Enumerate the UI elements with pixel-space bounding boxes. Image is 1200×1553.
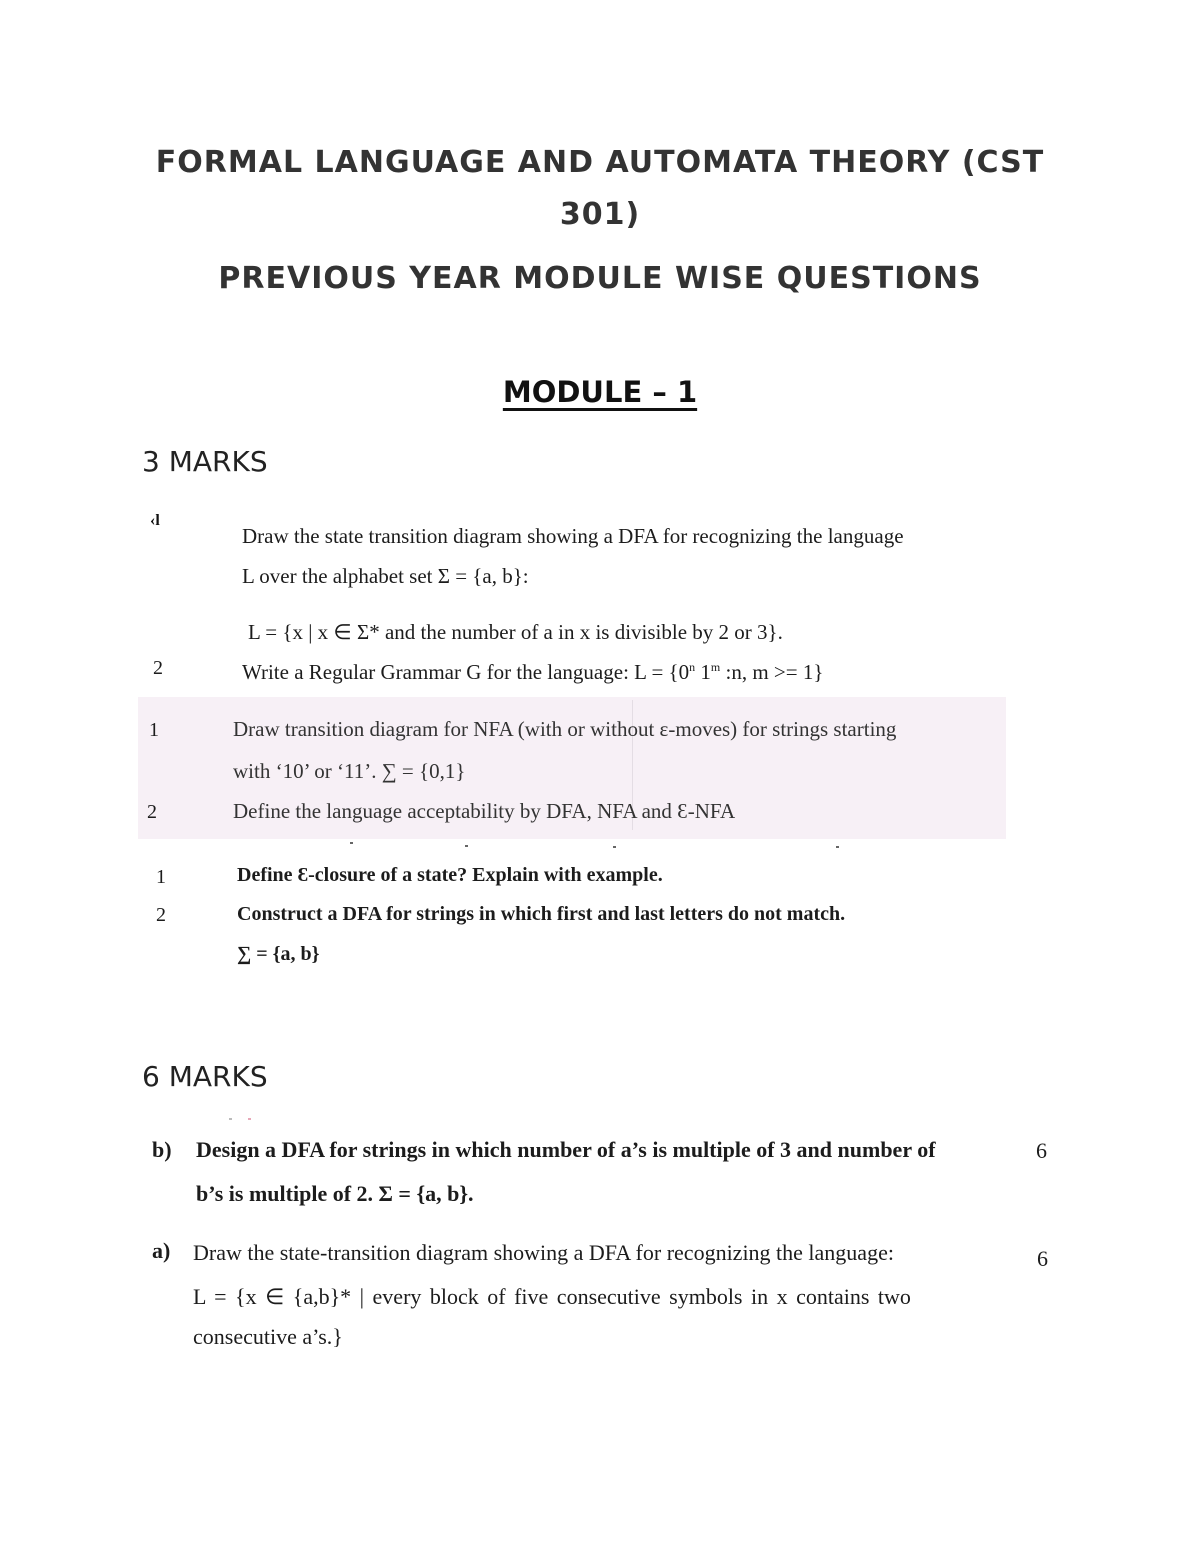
grammar-text: :n, m >= 1} <box>720 660 824 684</box>
superscript: n <box>689 660 696 674</box>
document-subtitle: PREVIOUS YEAR MODULE WISE QUESTIONS <box>218 261 982 296</box>
question-text: Draw transition diagram for NFA (with or without ε-moves) for strings starting <box>233 717 897 741</box>
question-text: consecutive a’s.} <box>193 1324 343 1349</box>
question-text: with ‘10’ or ‘11’. ∑ = {0,1} <box>233 759 466 783</box>
question-number: 2 <box>153 657 163 679</box>
scan-speck <box>229 1118 232 1120</box>
question-number: 1 <box>149 719 159 741</box>
module-heading: MODULE – 1 <box>502 375 698 409</box>
marks-value: 6 <box>1037 1246 1048 1271</box>
grammar-text: 1 <box>695 660 711 684</box>
marker-icon: ‹l <box>150 512 160 529</box>
question-number: 2 <box>156 904 166 926</box>
question-label: a) <box>152 1238 171 1263</box>
question-number: 2 <box>147 801 157 823</box>
grammar-text: Write a Regular Grammar G for the language: L = {0 <box>242 660 690 684</box>
question-text: Define the language acceptability by DFA, NFA and Ɛ-NFA <box>233 799 736 823</box>
question-text <box>242 660 823 685</box>
question-text: Draw the state-transition diagram showing a DFA for recognizing the language: <box>193 1240 894 1265</box>
scan-speck <box>836 846 839 848</box>
scan-speck <box>613 846 616 848</box>
scan-speck <box>248 1118 251 1120</box>
question-text: Design a DFA for strings in which number of a’s is multiple of 3 and number of <box>196 1137 936 1162</box>
question-text: L over the alphabet set Σ = {a, b}: <box>242 564 529 588</box>
document-title-line2: 301) <box>559 197 641 232</box>
question-label: b) <box>152 1137 172 1162</box>
three-marks-heading: 3 MARKS <box>142 445 268 478</box>
question-text: Construct a DFA for strings in which first and last letters do not match. <box>237 903 846 925</box>
superscript: m <box>710 660 721 674</box>
scan-speck <box>350 842 353 844</box>
question-text: ∑ = {a, b} <box>237 943 320 965</box>
question-text: Draw the state transition diagram showing a DFA for recognizing the language <box>242 524 904 548</box>
question-text: L = {x ∈ {a,b}* | every block of five consecutive symbols in x contains two <box>193 1284 911 1309</box>
question-text: Define Ɛ-closure of a state? Explain with example. <box>237 864 663 886</box>
question-number: 1 <box>156 866 166 888</box>
question-text: b’s is multiple of 2. Σ = {a, b}. <box>196 1181 474 1206</box>
document-title-line1: FORMAL LANGUAGE AND AUTOMATA THEORY (CST <box>155 145 1045 180</box>
question-text: L = {x | x ∈ Σ* and the number of a in x is divisible by 2 or 3}. <box>248 620 783 644</box>
marks-value: 6 <box>1036 1138 1047 1163</box>
six-marks-heading: 6 MARKS <box>142 1060 268 1093</box>
scan-speck <box>465 845 468 847</box>
